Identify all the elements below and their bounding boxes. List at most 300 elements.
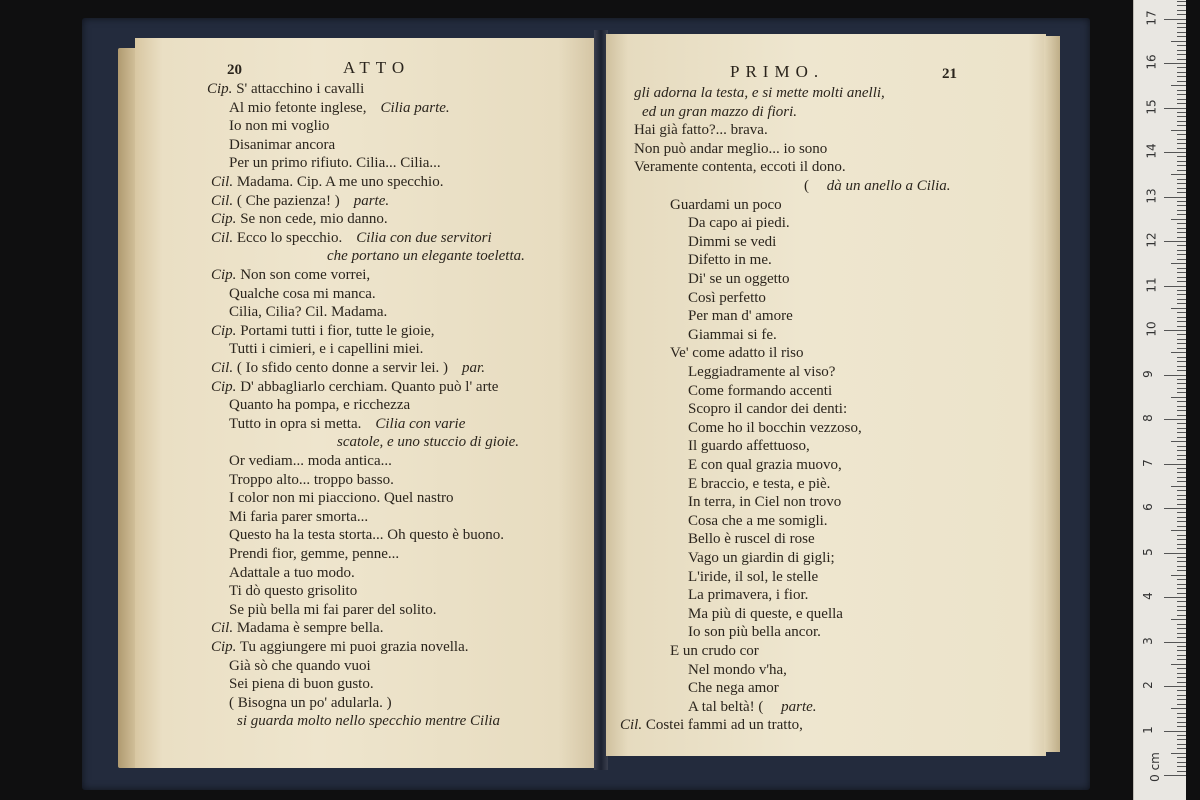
ruler-tick: [1164, 775, 1186, 776]
line-text: Vago un giardin di gigli;: [688, 550, 835, 566]
ruler-tick: [1177, 14, 1186, 15]
ruler-tick: [1177, 259, 1186, 260]
ruler-tick: [1177, 472, 1186, 473]
ruler-tick: [1171, 219, 1186, 220]
ruler-tick: [1177, 223, 1186, 224]
text-line: [229, 452, 392, 470]
text-line: [229, 415, 465, 433]
ruler-tick: [1177, 771, 1186, 772]
speaker-name: Cip.: [211, 639, 237, 655]
ruler-tick: [1177, 606, 1186, 607]
ruler-tick: [1177, 250, 1186, 251]
ruler-tick: [1164, 686, 1186, 687]
ruler-tick: [1177, 339, 1186, 340]
ruler-tick: [1177, 317, 1186, 318]
text-line: [229, 526, 504, 544]
text-line: [688, 326, 777, 344]
ruler-tick: [1177, 388, 1186, 389]
text-line: [229, 303, 387, 321]
ruler-tick: [1177, 477, 1186, 478]
ruler-tick: [1177, 210, 1186, 211]
ruler-tick: [1177, 139, 1186, 140]
ruler-tick: [1177, 348, 1186, 349]
text-line: [688, 512, 828, 530]
text-line: [688, 456, 842, 474]
ruler-tick: [1177, 673, 1186, 674]
ruler-tick: [1171, 753, 1186, 754]
ruler-tick: [1164, 597, 1186, 598]
text-line: [229, 340, 423, 358]
text-line: [670, 642, 759, 660]
ruler-tick: [1171, 263, 1186, 264]
speaker-name: Cip.: [211, 267, 237, 283]
ruler-tick: [1177, 383, 1186, 384]
stage-direction: ed un gran mazzo di fiori.: [642, 103, 798, 120]
ruler-tick: [1177, 526, 1186, 527]
ruler-tick: [1177, 481, 1186, 482]
ruler-tick: [1177, 757, 1186, 758]
ruler-unit-label: 0 cm: [1147, 752, 1162, 782]
stage-direction: dà un anello a Cilia.: [826, 178, 951, 194]
ruler-tick: [1177, 699, 1186, 700]
ruler-tick: [1177, 59, 1186, 60]
line-text: Quanto ha pompa, e ricchezza: [229, 397, 411, 414]
right-page-edges: [1044, 36, 1060, 752]
text-line: [229, 564, 355, 582]
speaker-name: Cip.: [211, 211, 237, 228]
line-text: Il guardo affettuoso,: [688, 438, 810, 455]
ruler-number: 12: [1144, 232, 1159, 248]
ruler-tick: [1177, 561, 1186, 562]
text-line: [211, 638, 468, 656]
ruler-tick: [1177, 615, 1186, 616]
line-text: Già sò che quando vuoi: [229, 657, 371, 674]
ruler-tick: [1177, 312, 1186, 313]
text-line: [229, 657, 371, 675]
ruler-tick: [1177, 428, 1186, 429]
text-line: [229, 285, 376, 303]
line-text: Madama è sempre bella.: [233, 620, 384, 637]
text-line: [211, 266, 370, 284]
ruler-tick: [1177, 277, 1186, 278]
line-text: Al mio fetonte inglese,: [229, 99, 367, 116]
ruler-tick: [1177, 432, 1186, 433]
ruler-tick: [1177, 245, 1186, 246]
speaker-name: Cil.: [211, 229, 234, 246]
line-text: Tutti i cimieri, e i capellini miei.: [229, 341, 424, 358]
stage-direction: si guarda molto nello specchio mentre Cilia: [237, 713, 501, 730]
ruler-tick: [1177, 290, 1186, 291]
text-line: [229, 136, 335, 154]
text-line: [211, 378, 498, 396]
text-line: [688, 233, 776, 251]
ruler-tick: [1177, 179, 1186, 180]
ruler-tick: [1177, 610, 1186, 611]
ruler-tick: [1177, 659, 1186, 660]
text-line: [688, 363, 835, 381]
ruler-tick: [1177, 739, 1186, 740]
ruler-tick: [1177, 410, 1186, 411]
ruler-tick: [1177, 415, 1186, 416]
line-text: ( Io sfido cento donne a servir lei. ): [233, 360, 449, 376]
ruler-tick: [1171, 174, 1186, 175]
ruler-tick: [1177, 450, 1186, 451]
ruler-tick: [1177, 521, 1186, 522]
stage-direction: Cilia parte.: [380, 99, 450, 116]
ruler-number: 16: [1144, 54, 1159, 70]
ruler-tick: [1177, 423, 1186, 424]
ruler-number: 15: [1144, 98, 1159, 115]
ruler-tick: [1177, 121, 1186, 122]
ruler-number: 2: [1140, 681, 1155, 689]
line-text: Se non cede, mio danno.: [236, 211, 388, 228]
ruler-number: 7: [1140, 458, 1155, 467]
line-text: Sei piena di buon gusto.: [229, 676, 374, 693]
ruler-tick: [1177, 584, 1186, 585]
line-text: Madama. Cip. A me uno specchio.: [233, 174, 444, 190]
ruler-tick: [1177, 112, 1186, 113]
ruler-tick: [1177, 499, 1186, 500]
ruler-tick: [1177, 722, 1186, 723]
stage-direction: par.: [462, 360, 485, 376]
ruler-tick: [1171, 486, 1186, 487]
ruler-tick: [1177, 192, 1186, 193]
ruler-number: 11: [1144, 276, 1159, 293]
line-text: Leggiadramente al viso?: [688, 364, 836, 380]
ruler-tick: [1177, 361, 1186, 362]
text-line: [211, 322, 435, 340]
ruler-tick: [1177, 437, 1186, 438]
text-line: [229, 396, 410, 414]
ruler-tick: [1177, 272, 1186, 273]
line-text: Non può andar meglio... io sono: [634, 140, 828, 157]
speaker-name: Cil.: [211, 360, 234, 376]
ruler-tick: [1171, 575, 1186, 576]
line-text: Qualche cosa mi manca.: [229, 285, 376, 302]
ruler-tick: [1164, 330, 1186, 331]
ruler-tick: [1177, 566, 1186, 567]
ruler-tick: [1177, 294, 1186, 295]
line-text: Mi faria parer smorta...: [229, 508, 369, 525]
stage-direction: Cilia con due servitori: [356, 229, 492, 246]
text-line: [804, 177, 951, 195]
speaker-name: Cip.: [207, 81, 233, 97]
ruler-tick: [1171, 85, 1186, 86]
text-line: [688, 382, 832, 400]
text-line: [688, 214, 790, 232]
speaker-name: Cil.: [211, 620, 234, 637]
ruler-tick: [1171, 352, 1186, 353]
ruler-tick: [1177, 72, 1186, 73]
ruler-tick: [1177, 76, 1186, 77]
text-line: [688, 307, 793, 325]
line-text: Ecco lo specchio.: [233, 229, 343, 246]
text-line: [634, 84, 885, 102]
ruler-tick: [1177, 717, 1186, 718]
ruler-tick: [1177, 303, 1186, 304]
ruler-tick: [1177, 744, 1186, 745]
ruler-tick: [1177, 281, 1186, 282]
ruler-tick: [1177, 299, 1186, 300]
ruler-tick: [1177, 183, 1186, 184]
line-text: Da capo ai piedi.: [688, 215, 790, 232]
ruler-tick: [1177, 704, 1186, 705]
ruler-tick: [1164, 152, 1186, 153]
ruler-tick: [1177, 748, 1186, 749]
line-text: Ti dò questo grisolito: [229, 583, 358, 600]
line-text: Giammai si fe.: [688, 326, 777, 343]
left-page-number: 20: [227, 62, 242, 78]
ruler-tick: [1177, 726, 1186, 727]
ruler-tick: [1177, 535, 1186, 536]
ruler-tick: [1171, 441, 1186, 442]
ruler-tick: [1171, 397, 1186, 398]
line-text: Che nega amor: [688, 680, 779, 697]
text-line: [688, 530, 815, 548]
ruler-number: 6: [1140, 503, 1155, 511]
ruler-number: 9: [1140, 369, 1155, 378]
ruler-tick: [1164, 419, 1186, 420]
stage-direction: gli adorna la testa, e si mette molti anelli,: [634, 85, 885, 101]
left-page-header: ATTO: [343, 58, 411, 77]
line-text: ( Bisogna un po' adularla. ): [229, 694, 392, 711]
line-text: Guardami un poco: [670, 196, 782, 213]
ruler-tick: [1177, 148, 1186, 149]
line-text: Come formando accenti: [688, 382, 833, 399]
line-text: Dimmi se vedi: [688, 233, 777, 250]
text-line: [229, 508, 368, 526]
line-text: Ma più di queste, e quella: [688, 605, 843, 622]
text-line: [634, 140, 827, 158]
ruler-tick: [1177, 677, 1186, 678]
text-line: [229, 117, 329, 135]
ruler-tick: [1177, 446, 1186, 447]
text-line: [688, 419, 862, 437]
ruler-tick: [1177, 668, 1186, 669]
text-line: [211, 619, 383, 637]
ruler-tick: [1177, 268, 1186, 269]
ruler-tick: [1177, 650, 1186, 651]
text-line: [229, 694, 392, 712]
text-line: [688, 679, 779, 697]
text-line: [211, 359, 485, 377]
text-line: [688, 289, 766, 307]
text-line: [229, 489, 454, 507]
ruler-tick: [1164, 508, 1186, 509]
ruler-tick: [1164, 731, 1186, 732]
line-text: Disanimar ancora: [229, 136, 336, 153]
ruler-tick: [1171, 619, 1186, 620]
text-line: [620, 716, 803, 734]
line-text: Troppo alto... troppo basso.: [229, 471, 394, 488]
line-text: Portami tutti i fior, tutte le gioie,: [236, 322, 435, 339]
ruler-tick: [1177, 321, 1186, 322]
ruler-number: 1: [1140, 725, 1155, 734]
stage-direction: Cilia con varie: [375, 415, 466, 432]
speaker-name: Cil.: [620, 717, 643, 734]
measuring-ruler: [1133, 0, 1186, 800]
ruler-tick: [1171, 308, 1186, 309]
ruler-tick: [1177, 401, 1186, 402]
ruler-tick: [1177, 205, 1186, 206]
speaker-name: Cip.: [211, 322, 237, 339]
line-text: Io son più bella ancor.: [688, 624, 821, 641]
line-text: La primavera, i fior.: [688, 587, 809, 604]
speaker-name: Cil.: [211, 174, 234, 190]
ruler-tick: [1177, 593, 1186, 594]
ruler-tick: [1177, 735, 1186, 736]
ruler-tick: [1177, 116, 1186, 117]
line-text: Di' se un oggetto: [688, 271, 790, 287]
line-text: Veramente contenta, eccoti il dono.: [634, 159, 846, 176]
ruler-tick: [1177, 23, 1186, 24]
ruler-tick: [1177, 228, 1186, 229]
line-text: Scopro il candor dei denti:: [688, 401, 848, 418]
ruler-tick: [1177, 67, 1186, 68]
ruler-tick: [1177, 27, 1186, 28]
line-text: Cosa che a me somigli.: [688, 512, 828, 529]
ruler-tick: [1177, 512, 1186, 513]
ruler-number: 14: [1144, 143, 1159, 159]
ruler-tick: [1177, 366, 1186, 367]
text-line: [688, 437, 810, 455]
text-line: [229, 582, 357, 600]
line-text: Per un primo rifiuto. Cilia... Cilia...: [229, 155, 441, 172]
ruler-tick: [1177, 370, 1186, 371]
ruler-tick: [1177, 90, 1186, 91]
line-text: ( Che pazienza! ): [233, 192, 340, 209]
ruler-tick: [1177, 10, 1186, 11]
ruler-tick: [1177, 762, 1186, 763]
ruler-tick: [1177, 125, 1186, 126]
line-text: Così perfetto: [688, 289, 766, 306]
ruler-number: 13: [1144, 187, 1159, 204]
line-text: Costei fammi ad un tratto,: [642, 717, 803, 734]
ruler-tick: [1177, 406, 1186, 407]
ruler-tick: [1177, 156, 1186, 157]
right-page-header: PRIMO.: [730, 62, 825, 81]
text-line: [688, 568, 818, 586]
ruler-tick: [1177, 637, 1186, 638]
ruler-tick: [1177, 646, 1186, 647]
ruler-number: 17: [1144, 9, 1159, 26]
ruler-tick: [1177, 36, 1186, 37]
ruler-number: 10: [1144, 321, 1159, 337]
ruler-tick: [1177, 379, 1186, 380]
stage-direction: parte.: [353, 192, 390, 209]
stage-direction: che portano un elegante toeletta.: [327, 248, 525, 265]
ruler-tick: [1164, 197, 1186, 198]
ruler-tick: [1171, 708, 1186, 709]
speaker-name: Cil.: [211, 192, 234, 209]
text-line: [688, 661, 787, 679]
ruler-tick: [1177, 54, 1186, 55]
ruler-tick: [1177, 45, 1186, 46]
ruler-tick: [1164, 108, 1186, 109]
ruler-number: 4: [1140, 592, 1155, 600]
ruler-tick: [1171, 41, 1186, 42]
text-line: [211, 229, 492, 247]
ruler-tick: [1177, 690, 1186, 691]
ruler-number: 3: [1140, 636, 1155, 645]
line-text: Tutto in opra si metta.: [229, 415, 362, 432]
ruler-tick: [1177, 343, 1186, 344]
text-line: [634, 158, 846, 176]
ruler-tick: [1177, 588, 1186, 589]
right-page-number: 21: [942, 66, 957, 82]
ruler-tick: [1177, 682, 1186, 683]
ruler-tick: [1171, 130, 1186, 131]
ruler-number: 8: [1140, 414, 1155, 422]
line-text: Tu aggiungere mi puoi grazia novella.: [236, 639, 469, 655]
ruler-tick: [1177, 392, 1186, 393]
ruler-tick: [1164, 642, 1186, 643]
ruler-tick: [1177, 628, 1186, 629]
text-line: [229, 545, 399, 563]
text-line: [688, 698, 817, 716]
ruler-tick: [1177, 188, 1186, 189]
line-text: E braccio, e testa, e piè.: [688, 475, 831, 492]
ruler-tick: [1177, 201, 1186, 202]
ruler-tick: [1177, 357, 1186, 358]
line-text: Ve' come adatto il riso: [670, 345, 804, 362]
ruler-tick: [1177, 161, 1186, 162]
line-text: Difetto in me.: [688, 252, 772, 269]
text-line: [670, 196, 782, 214]
ruler-tick: [1164, 63, 1186, 64]
line-text: Bello è ruscel di rose: [688, 531, 815, 548]
ruler-tick: [1177, 232, 1186, 233]
ruler-tick: [1177, 633, 1186, 634]
line-text: Non son come vorrei,: [236, 267, 371, 283]
ruler-tick: [1177, 334, 1186, 335]
ruler-tick: [1177, 237, 1186, 238]
ruler-tick: [1177, 557, 1186, 558]
text-line: [207, 80, 364, 98]
text-line: [688, 586, 808, 604]
ruler-tick: [1164, 19, 1186, 20]
ruler-tick: [1177, 94, 1186, 95]
ruler-tick: [1177, 134, 1186, 135]
ruler-tick: [1177, 548, 1186, 549]
line-text: Questo ha la testa storta... Oh questo è buono.: [229, 527, 504, 544]
right-page: [606, 34, 1046, 756]
text-line: [688, 475, 830, 493]
line-text: E con qual grazia muovo,: [688, 457, 842, 473]
line-text: D' abbagliarlo cerchiam. Quanto può l' arte: [236, 378, 499, 395]
line-text: Adattale a tuo modo.: [229, 564, 355, 581]
ruler-tick: [1177, 170, 1186, 171]
ruler-tick: [1177, 490, 1186, 491]
ruler-tick: [1177, 695, 1186, 696]
ruler-tick: [1177, 99, 1186, 100]
line-text: L'iride, il sol, le stelle: [688, 568, 819, 585]
ruler-tick: [1177, 570, 1186, 571]
ruler-tick: [1177, 50, 1186, 51]
ruler-tick: [1164, 375, 1186, 376]
ruler-tick: [1177, 655, 1186, 656]
line-text: (: [804, 178, 813, 194]
ruler-tick: [1177, 504, 1186, 505]
ruler-tick: [1177, 5, 1186, 6]
ruler-tick: [1164, 241, 1186, 242]
ruler-tick: [1177, 326, 1186, 327]
ruler-tick: [1164, 464, 1186, 465]
text-line: [211, 192, 389, 210]
text-line: [229, 601, 436, 619]
ruler-tick: [1177, 1, 1186, 2]
ruler-tick: [1177, 539, 1186, 540]
